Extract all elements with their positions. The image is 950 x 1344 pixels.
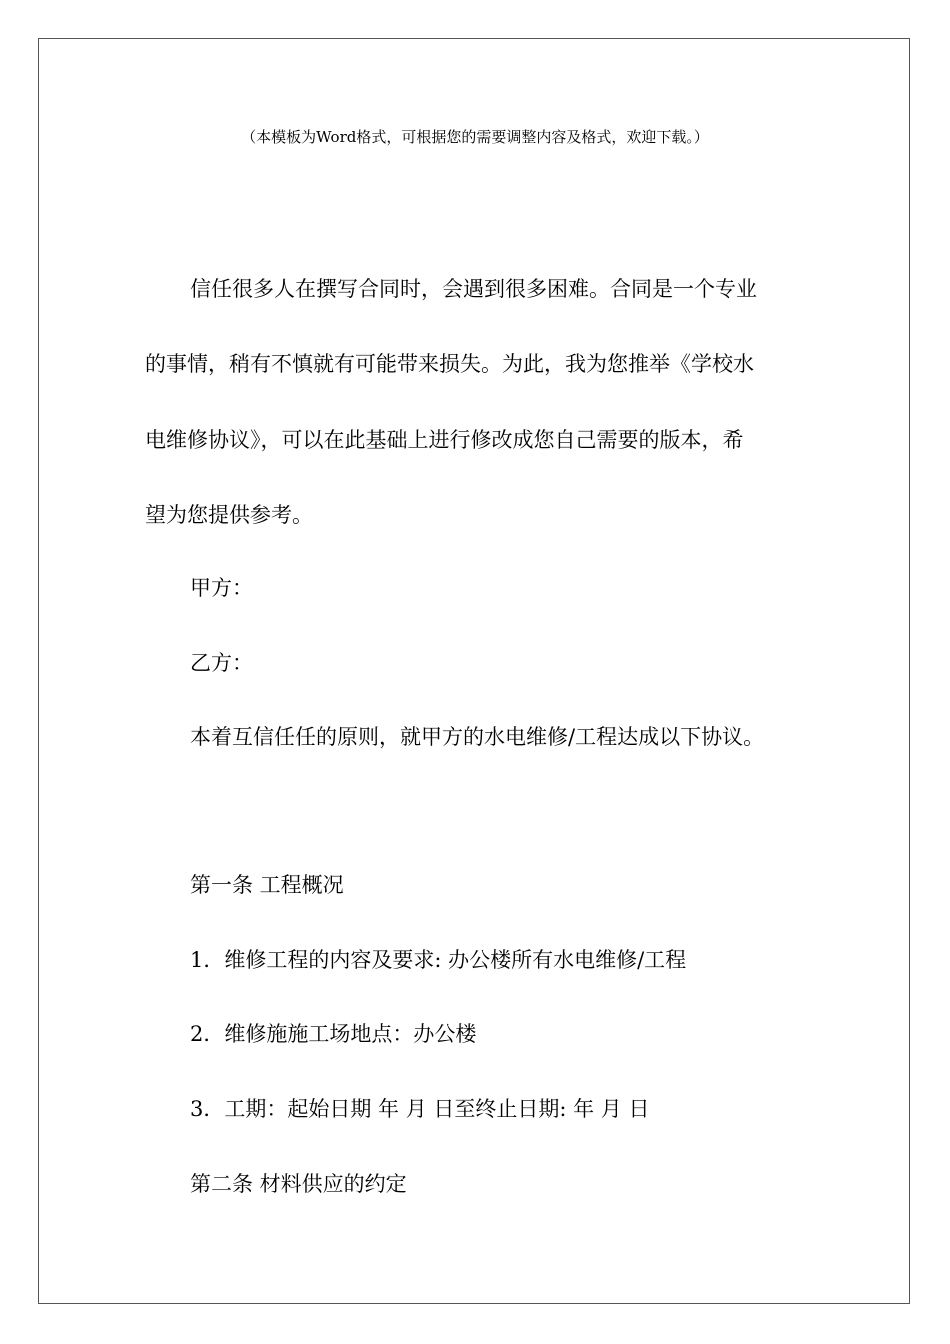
preamble-text: 本着互信任任的原则，就甲方的水电维修/工程达成以下协议。 xyxy=(190,725,765,749)
article-2-title: 第二条 材料供应的约定 xyxy=(190,1172,407,1196)
article-1-item-1: 1．维修工程的内容及要求: 办公楼所有水电维修/工程 xyxy=(190,948,687,972)
intro-line-4: 望为您提供参考。 xyxy=(145,503,313,527)
intro-line-2: 的事情，稍有不慎就有可能带来损失。为此，我为您推举《学校水 xyxy=(145,352,754,376)
article-1-item-2: 2．维修施施工场地点：办公楼 xyxy=(190,1022,477,1046)
article-1-title: 第一条 工程概况 xyxy=(190,873,344,897)
intro-line-3: 电维修协议》，可以在此基础上进行修改成您自己需要的版本，希 xyxy=(145,428,744,452)
party-b-label: 乙方： xyxy=(190,651,253,675)
article-1-item-3: 3．工期：起始日期 年 月 日至终止日期: 年 月 日 xyxy=(190,1097,650,1121)
intro-line-1: 信任很多人在撰写合同时，会遇到很多困难。合同是一个专业 xyxy=(190,277,757,301)
template-note: （本模板为Word格式，可根据您的需要调整内容及格式，欢迎下载。） xyxy=(241,128,709,146)
party-a-label: 甲方： xyxy=(190,576,253,600)
